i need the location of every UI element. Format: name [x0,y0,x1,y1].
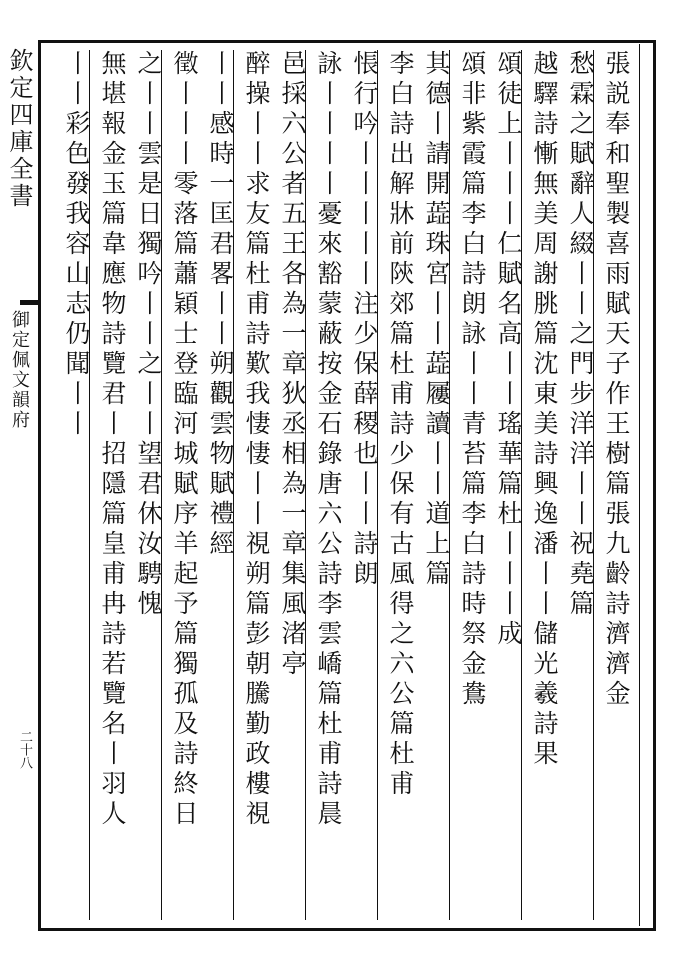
text-column: 頌非紫霞篇李白詩朗詠丨丨青苔篇李白詩時祭金鴦 [458,50,487,710]
text-column: 丨丨彩色發我容山志仍聞丨丨 [62,50,91,440]
frame-bottom-border [38,928,656,931]
text-column: 邑採六公者五王各為一章狄丞相為一章集風渚亭 [278,50,307,680]
text-column: 其德丨請開蕋珠宮丨丨蕋屨讀丨丨道上篇 [422,50,451,590]
text-column: 李白詩出解牀前陝郊篇杜甫詩少保有古風得之六公篇杜甫 [386,50,415,800]
text-column: 醉操丨丨求友篇杜甫詩歎我悽悽丨丨視朔篇彭朝騰勤政樓視 [242,50,271,830]
text-column: 丨丨感時一匡君畧丨丨朔觀雲物賦禮經 [206,50,235,560]
text-column: 徵丨丨丨零落篇蕭穎士登臨河城賦序羊起予篇獨孤及詩終日 [170,50,199,830]
frame-top-border [38,40,656,43]
text-column: 愁霖之賦辭人綴丨丨之門步洋洋丨丨祝堯篇 [566,50,595,620]
text-column: 越驛詩慚無美周謝朓篇沈東美詩興逸潘丨丨儲光羲詩果 [530,50,559,770]
text-column: 張説奉和聖製喜雨賦天子作王樹篇張九齡詩濟濟金 [602,50,631,710]
frame-right-border [653,40,656,931]
text-body [62,50,630,920]
page-number: 二十八 [17,730,32,769]
frame-left-border [38,40,41,931]
text-column: 詠丨丨丨丨憂來豁蒙蔽按金石錄唐六公詩李雲嶠篇杜甫詩晨 [314,50,343,830]
frame-inner-right-border [639,44,640,926]
text-column: 頌徒上丨丨丨仁賦名高丨丨瑤華篇杜丨丨丨成 [494,50,523,650]
text-column: 之丨丨雲是日獨吟丨丨之丨丨望君休汝騁愧 [134,50,163,620]
book-title: 欽定四庫全書 [5,48,33,210]
text-column: 無堪報金玉篇韋應物詩覽君丨招隱篇皇甫冉詩若覽名丨羽人 [98,50,127,830]
text-column: 悵行吟丨丨丨丨丨注少保薛稷也丨丨詩朗 [350,50,379,590]
sub-title: 御定佩文韻府 [9,310,30,430]
